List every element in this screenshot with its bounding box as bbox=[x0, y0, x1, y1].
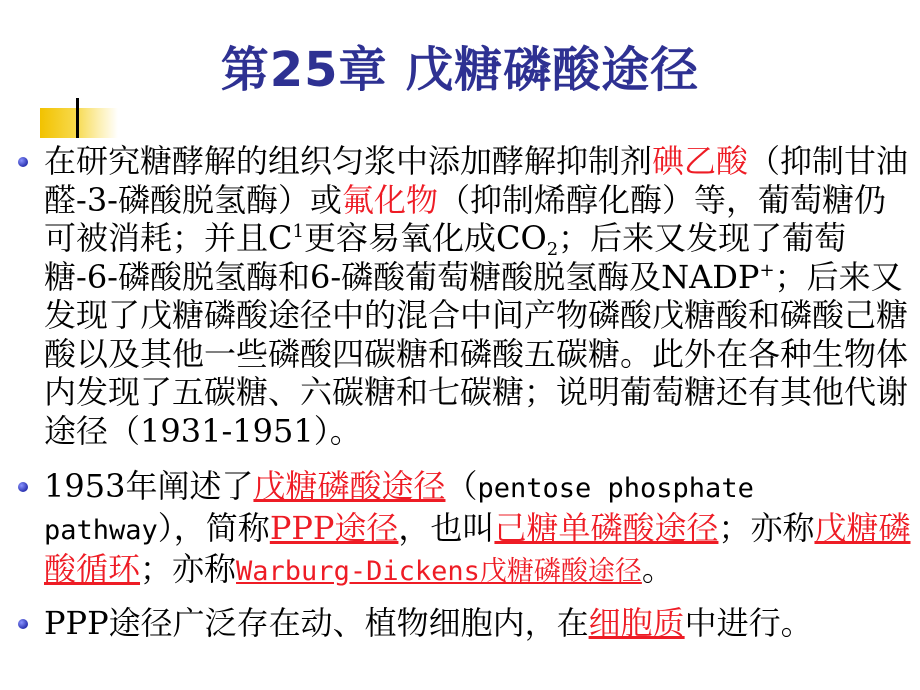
superscript: + bbox=[759, 259, 775, 281]
bullet-dot-icon bbox=[18, 482, 28, 492]
subscript: 2 bbox=[546, 239, 559, 260]
link-cytoplasm[interactable]: 细胞质 bbox=[588, 603, 685, 642]
text: 。 bbox=[641, 550, 674, 588]
bullet-dot-icon bbox=[18, 619, 28, 629]
text: （ bbox=[445, 467, 478, 505]
text: （抑制甘油醛-3-磷酸脱氢酶）或 bbox=[44, 142, 909, 219]
text: 1953年阐述了 bbox=[44, 467, 254, 505]
bullet-dot-icon bbox=[18, 157, 28, 167]
bullet-paragraph-location bbox=[18, 604, 913, 643]
highlight-iodoacetate: 碘乙酸 bbox=[652, 142, 749, 180]
text: ，也叫 bbox=[398, 508, 495, 547]
text: ；亦称 bbox=[718, 508, 815, 547]
english-term: pentose phosphate pathway bbox=[44, 473, 754, 546]
superscript: 1 bbox=[292, 221, 304, 242]
link-pentose-phosphate-pathway[interactable]: 戊糖磷酸途径 bbox=[253, 467, 446, 505]
title-accent-line bbox=[76, 98, 79, 138]
text: 中进行。 bbox=[684, 603, 813, 642]
text: ；后来又发现了戊糖磷酸途径中的混合中间产物磷酸戊糖酸和磷酸己糖酸以及其他一些磷酸四碳糖和磷酸五碳糖。此外在各种生物体内发现了五碳糖、六碳糖和七碳糖；说明葡萄糖还有其他代谢途径（1931-1951）。 bbox=[44, 257, 909, 450]
link-hexose-monophosphate-pathway[interactable]: 己糖单磷酸途径 bbox=[494, 508, 719, 547]
text: （抑制烯醇化酶）等，葡萄糖仍可被消耗；并且C bbox=[44, 180, 887, 257]
link-pentose-phosphate-cycle[interactable]: 戊糖磷酸循环 bbox=[44, 508, 911, 588]
text: 在研究糖酵解的组织匀浆中添加酵解抑制剂 bbox=[44, 142, 653, 180]
link-ppp[interactable]: PPP途径 bbox=[269, 508, 399, 547]
text: PPP途径广泛存在动、植物细胞内，在 bbox=[44, 603, 589, 642]
text: ），简称 bbox=[157, 508, 270, 547]
text: ；后来又发现了葡萄糖-6-磷酸脱氢酶和6-磷酸葡萄糖酸脱氢酶及NADP bbox=[44, 219, 847, 296]
highlight-fluoride: 氟化物 bbox=[342, 180, 439, 219]
bullet-paragraph-definition bbox=[18, 467, 913, 592]
slide-title: 第25章 戊糖磷酸途径 bbox=[220, 42, 700, 98]
bullet-paragraph-history bbox=[18, 142, 913, 450]
text: ；亦称 bbox=[140, 550, 237, 588]
title-accent-bar bbox=[40, 108, 118, 138]
text: 更容易氧化成CO bbox=[303, 219, 547, 257]
slide-body bbox=[18, 142, 913, 654]
link-warburg-dickens[interactable]: Warburg-Dickens戊糖磷酸途径 bbox=[236, 556, 642, 587]
